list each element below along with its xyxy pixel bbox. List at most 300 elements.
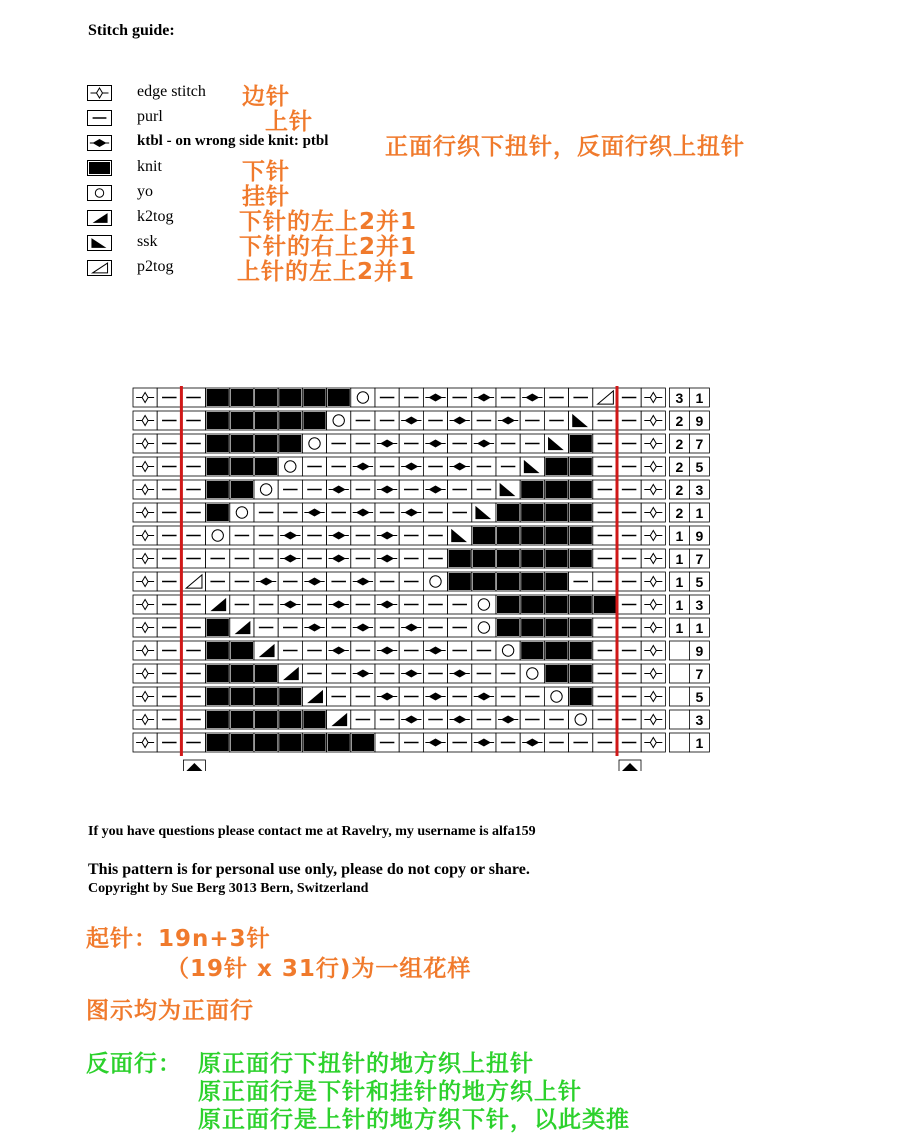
chart-cell [375, 503, 399, 522]
chart-cell [520, 641, 544, 660]
row-number [669, 710, 689, 729]
contact-note: If you have questions please contact me at Ravelry, my username is alfa159 [88, 824, 536, 839]
chart-cell [569, 503, 593, 522]
chart-cell [181, 480, 205, 499]
legend-label: ssk [137, 233, 158, 250]
chart-cell [181, 595, 205, 614]
svg-text:9: 9 [695, 643, 704, 659]
svg-text:1: 1 [675, 551, 684, 567]
chart-cell [520, 664, 544, 683]
chart-cell [375, 411, 399, 430]
svg-text:1: 1 [695, 620, 704, 636]
row-number [669, 526, 689, 545]
legend-chinese-label: 挂针 [242, 184, 290, 210]
svg-text:7: 7 [695, 436, 704, 452]
repeat-arrow-icon [183, 760, 205, 771]
row-number [669, 434, 689, 453]
chart-cell [351, 457, 375, 476]
row-number [669, 641, 689, 660]
chart-cell [472, 595, 496, 614]
chart-cell [617, 526, 641, 545]
chart-cell [206, 457, 230, 476]
chart-cell [544, 411, 568, 430]
chart-cell [423, 641, 447, 660]
chart-cell [327, 618, 351, 637]
chart-cell [448, 595, 472, 614]
chart-cell [133, 595, 157, 614]
chart-cell [278, 733, 302, 752]
chart-cell [448, 434, 472, 453]
svg-text:2: 2 [675, 413, 684, 429]
p2tog-icon [87, 260, 112, 276]
chart-cell [472, 388, 496, 407]
chart-cell [520, 434, 544, 453]
row-number [669, 595, 689, 614]
chart-cell [254, 618, 278, 637]
chart-cell [472, 618, 496, 637]
chart-cell [157, 411, 181, 430]
purl-icon [87, 110, 112, 126]
chart-cell [617, 549, 641, 568]
chart-cell [520, 411, 544, 430]
chart-cell [496, 687, 520, 706]
chart-cell [327, 710, 351, 729]
chart-cell [181, 388, 205, 407]
chart-cell [617, 687, 641, 706]
chart-cell [569, 572, 593, 591]
chart-cell [302, 480, 326, 499]
chart-cell [544, 641, 568, 660]
chart-cell [569, 733, 593, 752]
chart-cell [302, 618, 326, 637]
chart-cell [230, 595, 254, 614]
chart-cell [472, 572, 496, 591]
svg-text:2: 2 [675, 505, 684, 521]
svg-text:9: 9 [695, 528, 704, 544]
legend-label: purl [137, 108, 163, 125]
chart-cell [206, 503, 230, 522]
row-number [669, 411, 689, 430]
chart-cell [496, 388, 520, 407]
legend-row-ktbl [87, 132, 847, 160]
chart-cell [448, 733, 472, 752]
legend-row-purl [87, 107, 847, 135]
row-number [669, 480, 689, 499]
chart-cell [593, 733, 617, 752]
chart-cell [569, 480, 593, 499]
chart-cell [399, 687, 423, 706]
chart-cell [375, 480, 399, 499]
chart-cell [206, 434, 230, 453]
chart-cell [206, 733, 230, 752]
legend-label: knit [137, 158, 162, 175]
chart-cell [181, 710, 205, 729]
svg-text:5: 5 [695, 459, 704, 475]
chart-cell [520, 480, 544, 499]
chart-cell [206, 572, 230, 591]
chart-cell [230, 480, 254, 499]
chart-cell [375, 641, 399, 660]
legend-row-edge-stitch [87, 82, 847, 110]
chart-cell [423, 595, 447, 614]
chart-cell [278, 641, 302, 660]
chart-cell [302, 549, 326, 568]
chart-cell [593, 457, 617, 476]
chart-cell [496, 434, 520, 453]
chart-cell [230, 526, 254, 545]
svg-text:1: 1 [695, 390, 704, 406]
chart-cell [181, 687, 205, 706]
chart-cell [254, 434, 278, 453]
svg-text:1: 1 [675, 620, 684, 636]
knit-icon [87, 160, 112, 176]
chart-cell [641, 388, 665, 407]
chart-cell [157, 388, 181, 407]
chart-cell [133, 641, 157, 660]
chart-cell [327, 641, 351, 660]
chart-cell [472, 641, 496, 660]
chart-cell [302, 687, 326, 706]
chart-cell [423, 710, 447, 729]
chart-cell [593, 664, 617, 683]
chart-cell [399, 526, 423, 545]
chart-cell [496, 411, 520, 430]
chart-cell [593, 618, 617, 637]
chart-cell [302, 388, 326, 407]
legend-label: p2tog [137, 258, 174, 275]
chart-cell [206, 595, 230, 614]
svg-text:3: 3 [695, 482, 704, 498]
chart-cell [157, 641, 181, 660]
chart-cell [254, 595, 278, 614]
svg-text:9: 9 [695, 413, 704, 429]
chart-cell [399, 411, 423, 430]
chart-cell [544, 480, 568, 499]
chart-cell [254, 480, 278, 499]
chart-cell [351, 572, 375, 591]
chart-cell [593, 480, 617, 499]
chart-cell [278, 687, 302, 706]
chart-cell [206, 526, 230, 545]
chart-cell [593, 526, 617, 545]
chart-cell [351, 526, 375, 545]
chart-cell [375, 457, 399, 476]
chart-cell [569, 388, 593, 407]
chart-cell [593, 595, 617, 614]
chart-cell [157, 664, 181, 683]
chart-cell [327, 503, 351, 522]
chart-cell [641, 434, 665, 453]
chart-cell [448, 618, 472, 637]
chart-cell [351, 480, 375, 499]
chart-cell [472, 664, 496, 683]
chart-cell [399, 480, 423, 499]
chart-cell [351, 664, 375, 683]
wrong-side-line-3: 原正面行是上针的地方织下针，以此类推 [198, 1107, 630, 1133]
chart-cell [302, 664, 326, 683]
chart-cell [399, 664, 423, 683]
chart-cell [327, 480, 351, 499]
chart-cell [302, 411, 326, 430]
chart-cell [472, 687, 496, 706]
chart-cell [254, 526, 278, 545]
ssk-icon [87, 235, 112, 251]
chart-cell [181, 549, 205, 568]
chart-cell [254, 549, 278, 568]
chart-cell [399, 388, 423, 407]
chart-cell [133, 687, 157, 706]
chart-cell [351, 687, 375, 706]
chart-cell [399, 710, 423, 729]
chart-cell [254, 503, 278, 522]
chart-cell [399, 457, 423, 476]
cast-on-note: 起针：19n+3针 [86, 926, 271, 952]
chart-cell [206, 480, 230, 499]
chart-cell [351, 549, 375, 568]
legend-row-knit [87, 157, 847, 185]
chart-cell [448, 641, 472, 660]
legend-chinese-label: 下针 [242, 159, 290, 185]
chart-cell [472, 733, 496, 752]
chart-cell [133, 434, 157, 453]
chart-cell [520, 526, 544, 545]
chart-cell [278, 595, 302, 614]
chart-cell [157, 710, 181, 729]
chart-cell [230, 664, 254, 683]
edge-stitch-icon [87, 85, 112, 101]
chart-cell [520, 687, 544, 706]
row-number [689, 641, 709, 660]
chart-cell [157, 733, 181, 752]
chart-cell [375, 733, 399, 752]
ktbl-icon [87, 135, 112, 151]
row-number [689, 618, 709, 637]
chart-cell [569, 641, 593, 660]
chart-cell [206, 687, 230, 706]
chart-cell [351, 434, 375, 453]
chart-cell [230, 687, 254, 706]
svg-text:1: 1 [675, 597, 684, 613]
chart-cell [593, 641, 617, 660]
chart-cell [181, 503, 205, 522]
chart-cell [641, 457, 665, 476]
row-number [669, 503, 689, 522]
chart-cell [230, 411, 254, 430]
chart-cell [520, 572, 544, 591]
chart-cell [399, 733, 423, 752]
chart-cell [157, 549, 181, 568]
row-number [689, 595, 709, 614]
chart-cell [254, 572, 278, 591]
chart-cell [423, 457, 447, 476]
chart-cell [544, 572, 568, 591]
legend-label: yo [137, 183, 153, 200]
chart-cell [641, 710, 665, 729]
chart-cell [133, 733, 157, 752]
chart-cell [641, 503, 665, 522]
chart-cell [157, 434, 181, 453]
chart-cell [544, 434, 568, 453]
row-number [689, 434, 709, 453]
chart-cell [593, 549, 617, 568]
svg-text:1: 1 [695, 735, 704, 751]
legend-label: k2tog [137, 208, 174, 225]
chart-cell [206, 664, 230, 683]
k2tog-icon [87, 210, 112, 226]
chart-cell [302, 595, 326, 614]
chart-cell [617, 457, 641, 476]
chart-cell [641, 687, 665, 706]
chart-cell [230, 388, 254, 407]
legend-label: ktbl - on wrong side knit: ptbl [137, 133, 329, 149]
row-number [669, 618, 689, 637]
chart-cell [544, 549, 568, 568]
chart-cell [327, 411, 351, 430]
chart-cell [399, 641, 423, 660]
chart-cell [133, 572, 157, 591]
chart-cell [302, 572, 326, 591]
chart-cell [423, 526, 447, 545]
chart-cell [327, 687, 351, 706]
chart-cell [472, 434, 496, 453]
chart-cell [593, 411, 617, 430]
chart-cell [472, 457, 496, 476]
chart-cell [254, 733, 278, 752]
chart-cell [448, 411, 472, 430]
chart-cell [496, 595, 520, 614]
chart-cell [569, 526, 593, 545]
chart-cell [206, 641, 230, 660]
chart-cell [302, 710, 326, 729]
chart-cell [617, 710, 641, 729]
chart-cell [544, 664, 568, 683]
chart-cell [327, 572, 351, 591]
chart-cell [520, 549, 544, 568]
wrong-side-label: 反面行： [86, 1051, 182, 1077]
chart-cell [181, 664, 205, 683]
chart-cell [230, 457, 254, 476]
chart-cell [133, 618, 157, 637]
chart-cell [641, 480, 665, 499]
chart-cell [544, 733, 568, 752]
svg-text:1: 1 [695, 505, 704, 521]
chart-cell [375, 595, 399, 614]
chart-cell [181, 434, 205, 453]
chart-cell [544, 457, 568, 476]
copyright-note: Copyright by Sue Berg 3013 Bern, Switzerland [88, 881, 369, 896]
chart-cell [641, 572, 665, 591]
chart-cell [327, 664, 351, 683]
repeat-arrow-icon [619, 760, 641, 771]
chart-cell [496, 710, 520, 729]
chart-cell [423, 434, 447, 453]
chart-cell [254, 411, 278, 430]
chart-cell [448, 503, 472, 522]
chart-cell [375, 687, 399, 706]
wrong-side-line-1: 原正面行下扭针的地方织上扭针 [198, 1051, 534, 1077]
row-number [669, 388, 689, 407]
chart-cell [399, 434, 423, 453]
chart-cell [375, 618, 399, 637]
row-number [669, 733, 689, 752]
chart-cell [157, 595, 181, 614]
chart-cell [254, 687, 278, 706]
svg-text:2: 2 [675, 459, 684, 475]
chart-cell [496, 526, 520, 545]
chart-cell [593, 687, 617, 706]
chart-cell [593, 434, 617, 453]
chart-cell [351, 411, 375, 430]
chart-cell [399, 503, 423, 522]
chart-cell [157, 480, 181, 499]
chart-cell [351, 503, 375, 522]
chart-cell [327, 595, 351, 614]
chart-cell [327, 434, 351, 453]
row-number [689, 480, 709, 499]
chart-cell [569, 595, 593, 614]
chart-cell [448, 388, 472, 407]
row-number [689, 526, 709, 545]
row-number [689, 687, 709, 706]
chart-cell [423, 572, 447, 591]
knitting-chart [132, 386, 732, 771]
chart-cell [569, 549, 593, 568]
row-number [689, 388, 709, 407]
chart-cell [327, 526, 351, 545]
chart-cell [496, 480, 520, 499]
chart-cell [496, 641, 520, 660]
repeat-note: （19针 x 31行)为一组花样 [166, 956, 472, 982]
chart-cell [302, 641, 326, 660]
chart-cell [472, 526, 496, 545]
yo-icon [87, 185, 112, 201]
chart-cell [593, 503, 617, 522]
chart-cell [278, 411, 302, 430]
chart-cell [230, 434, 254, 453]
chart-cell [230, 733, 254, 752]
chart-cell [448, 572, 472, 591]
chart-cell [641, 526, 665, 545]
chart-cell [157, 687, 181, 706]
chart-cell [302, 434, 326, 453]
legend-chinese-label: 下针的右上2并1 [239, 234, 418, 260]
chart-cell [278, 457, 302, 476]
legend-chinese-label: 边针 [242, 84, 290, 110]
chart-cell [206, 710, 230, 729]
chart-cell [157, 572, 181, 591]
chart-cell [399, 549, 423, 568]
chart-cell [327, 733, 351, 752]
chart-cell [302, 503, 326, 522]
chart-cell [641, 733, 665, 752]
row-number [689, 549, 709, 568]
chart-cell [593, 388, 617, 407]
right-side-note: 图示均为正面行 [86, 998, 254, 1024]
legend-row-yo [87, 182, 847, 210]
chart-cell [617, 503, 641, 522]
legend-chinese-label: 下针的左上2并1 [239, 209, 418, 235]
chart-cell [375, 549, 399, 568]
chart-cell [230, 549, 254, 568]
chart-cell [351, 733, 375, 752]
chart-cell [641, 641, 665, 660]
svg-text:1: 1 [675, 528, 684, 544]
row-number [669, 549, 689, 568]
svg-text:7: 7 [695, 666, 704, 682]
chart-cell [569, 434, 593, 453]
row-number [669, 572, 689, 591]
chart-cell [375, 710, 399, 729]
